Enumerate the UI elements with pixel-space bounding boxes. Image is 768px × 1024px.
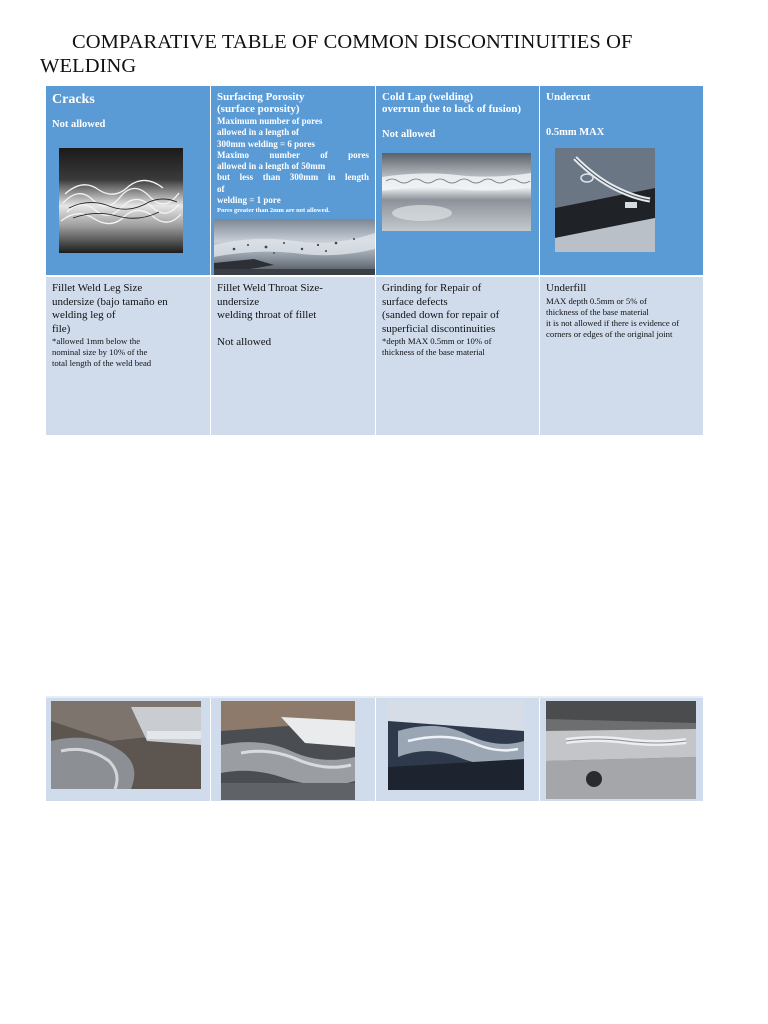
leg-size-line-3: welding leg of <box>52 309 116 321</box>
cold-lap-heading-line2: overrun due to lack of fusion) <box>382 103 522 115</box>
porosity-line-8: welding = 1 pore <box>217 195 281 206</box>
porosity-weld-photo <box>214 219 375 275</box>
underfill-note-2: thickness of the base material <box>546 306 649 317</box>
porosity-line-5: allowed in a length of 50mm <box>217 161 326 172</box>
cracks-detail: Not allowed <box>52 119 106 130</box>
cold-lap-heading-line1: Cold Lap (welding) <box>382 91 474 103</box>
strip-cell-3 <box>375 698 539 801</box>
throat-size-line-2: undersize <box>217 295 260 308</box>
fillet-gauge-leg-photo <box>51 701 201 789</box>
grinding-line-4: superficial discontinuities <box>382 322 496 335</box>
discontinuities-table <box>46 86 703 435</box>
strip-cell-1 <box>46 698 210 801</box>
cell-fillet-throat-size <box>210 277 375 435</box>
grinding-line-3: (sanded down for repair of <box>382 309 500 321</box>
fillet-gauge-throat-photo <box>221 701 355 800</box>
strip-cell-4 <box>539 698 703 801</box>
photo-strip <box>46 696 703 801</box>
porosity-line-6: but less than 300mm in length <box>217 172 369 183</box>
cracked-weld-photo <box>59 148 183 253</box>
porosity-line-7: of <box>217 183 225 194</box>
porosity-line-3: 300mm welding = 6 pores <box>217 138 315 149</box>
throat-size-extra: Not allowed <box>217 335 272 348</box>
porosity-line-4: Maximo number of pores <box>217 149 369 160</box>
cell-underfill <box>539 277 703 435</box>
porosity-line-1: Maximum number of pores <box>217 116 323 126</box>
cell-cold-lap <box>375 86 539 275</box>
underfill-note-1: MAX depth 0.5mm or 5% of <box>546 295 647 306</box>
cell-surfacing-porosity <box>210 86 375 275</box>
porosity-line-2: allowed in a length of <box>217 127 300 138</box>
underfill-note-3: it is not allowed if there is evidence of <box>546 317 680 328</box>
grinding-line-2: surface defects <box>382 295 448 308</box>
cell-undercut <box>539 86 703 275</box>
leg-size-note-1: *allowed 1mm below the <box>52 336 141 346</box>
underfill-note-4: corners or edges of the original joint <box>546 328 673 339</box>
porosity-heading-line1: Surfacing Porosity <box>217 91 305 103</box>
cold-lap-detail: Not allowed <box>382 129 436 140</box>
underfill-line-1: Underfill <box>546 282 587 294</box>
throat-size-line-3: welding throat of fillet <box>217 309 317 321</box>
page-title: COMPARATIVE TABLE OF COMMON DISCONTINUITIES OF WELDING <box>40 31 633 77</box>
ground-weld-photo <box>388 701 524 790</box>
undercut-weld-photo <box>555 148 655 252</box>
undercut-detail: 0.5mm MAX <box>546 127 605 138</box>
porosity-heading-line2: (surface porosity) <box>217 103 300 115</box>
leg-size-line-2: undersize (bajo tamaño en <box>52 295 168 308</box>
table-header-row <box>46 86 703 275</box>
grinding-note-1: *depth MAX 0.5mm or 10% of <box>382 336 492 346</box>
grinding-note-2: thickness of the base material <box>382 347 485 357</box>
strip-cell-2 <box>210 698 375 801</box>
leg-size-note-3: total length of the weld bead <box>52 358 152 368</box>
throat-size-line-1: Fillet Weld Throat Size- <box>217 282 323 294</box>
grinding-line-1: Grinding for Repair of <box>382 282 482 294</box>
cell-cracks <box>46 86 210 275</box>
underfill-weld-photo <box>546 701 696 799</box>
cracks-heading: Cracks <box>52 92 95 107</box>
cold-lap-weld-photo <box>382 153 531 231</box>
leg-size-line-4: file) <box>52 322 71 335</box>
leg-size-line-1: Fillet Weld Leg Size <box>52 282 143 294</box>
porosity-note: Pores greater than 2mm are not allowed. <box>217 207 330 215</box>
cell-fillet-leg-size <box>46 277 210 435</box>
cell-grinding-repair <box>375 277 539 435</box>
undercut-heading: Undercut <box>546 91 591 103</box>
leg-size-note-2: nominal size by 10% of the <box>52 347 148 357</box>
table-body-row <box>46 275 703 435</box>
